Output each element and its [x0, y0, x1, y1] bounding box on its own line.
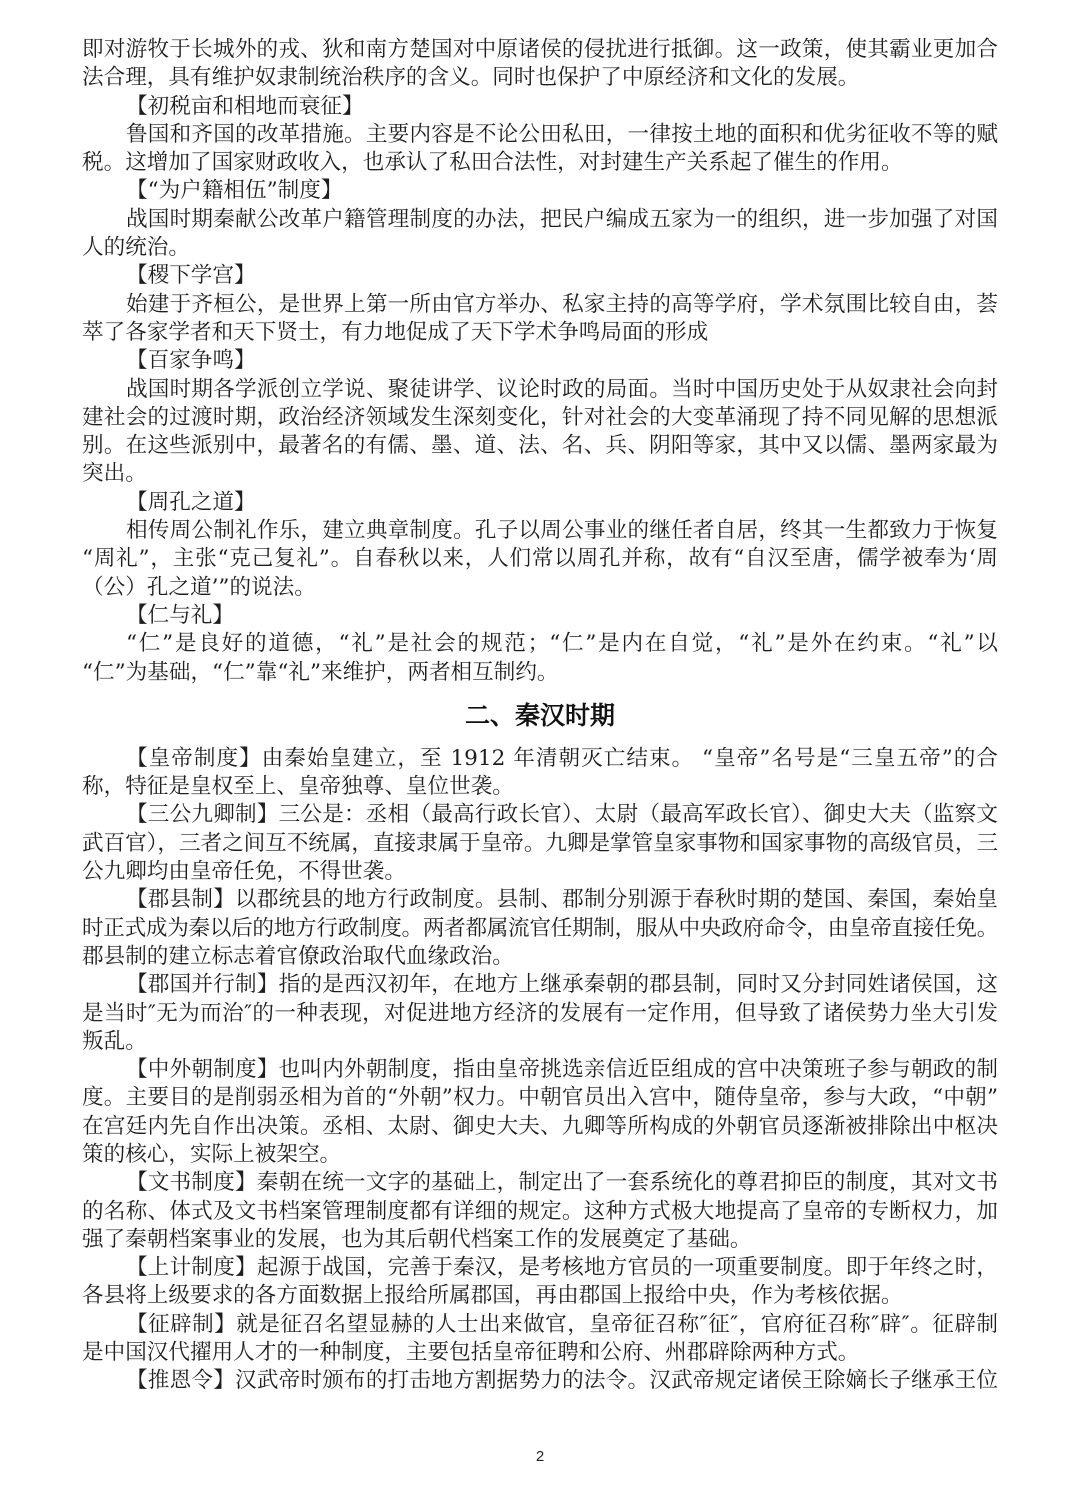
text-line: 建社会的过渡时期，政治经济领域发生深刻变化，针对社会的大变革涌现了持不同见解的思想派 [82, 404, 998, 430]
text-line: 【百家争鸣】 [126, 348, 256, 374]
page-number: 2 [535, 1448, 545, 1465]
paragraph [82, 206, 998, 263]
section-heading [82, 687, 998, 745]
text-line: 【仁与礼】 [126, 602, 234, 628]
text-line: “仁”是良好的道德，“礼”是社会的规范；“仁”是内在自觉，“礼”是外在约束。“礼”以 [126, 631, 998, 657]
paragraph [82, 1254, 998, 1311]
text-line: 策的核心，实际上被架空。 [82, 1141, 342, 1167]
document-body [82, 36, 998, 1396]
term-heading [82, 93, 998, 121]
term-heading [82, 262, 998, 290]
paragraph [82, 1367, 998, 1395]
term-heading [82, 347, 998, 375]
section-title: 二、秦汉时期 [464, 700, 615, 730]
paragraph [82, 630, 998, 687]
paragraph [82, 121, 998, 178]
text-line: “周礼”，主张“克己复礼”。自春秋以来，人们常以周孔并称，故有“自汉至唐，儒学被奉为‘周 [82, 546, 998, 572]
paragraph [82, 745, 998, 802]
text-line: 叛乱。 [82, 1028, 147, 1054]
text-line: 萃了各家学者和天下贤士，有力地促成了天下学术争鸣局面的形成 [82, 319, 709, 345]
text-line: 突出。 [82, 461, 147, 487]
text-line: “仁”为基础，“仁”靠“礼”来维护，两者相互制约。 [82, 659, 559, 685]
text-line: 是当时″无为而治″的一种表现，对促进地方经济的发展有一定作用，但导致了诸侯势力坐大引发 [82, 1000, 998, 1026]
text-line: 即对游牧于长城外的戎、狄和南方楚国对中原诸侯的侵扰进行抵御。这一政策，使其霸业更加合 [82, 37, 998, 62]
term-heading [82, 489, 998, 517]
paragraph [82, 1311, 998, 1368]
text-line: 税。这增加了国家财政收入，也承认了私田合法性，对封建生产关系起了催生的作用。 [82, 150, 903, 176]
paragraph [82, 886, 998, 971]
text-line: 【中外朝制度】也叫内外朝制度，指由皇帝挑选亲信近臣组成的宫中决策班子参与朝政的制 [126, 1057, 998, 1083]
paragraph [82, 36, 998, 93]
text-line: 各县将上级要求的各方面数据上报给所属郡国，再由郡国上报给中央，作为考核依据。 [82, 1283, 903, 1309]
text-line: 战国时期秦献公改革户籍管理制度的办法，把民户编成五家为一的组织，进一步加强了对国 [126, 206, 998, 232]
text-line: 【郡国并行制】指的是西汉初年，在地方上继承秦朝的郡县制，同时又分封同姓诸侯国，这 [126, 972, 998, 998]
text-line: 【三公九卿制】三公是：丞相（最高行政长官）、太尉（最高军政长官）、御史大夫（监察文 [126, 802, 998, 828]
text-line: 【初税亩和相地而衰征】 [126, 93, 364, 119]
text-line: 【上计制度】起源于战国，完善于秦汉，是考核地方官员的一项重要制度。即于年终之时， [126, 1255, 998, 1281]
text-line: 始建于齐桓公，是世界上第一所由官方举办、私家主持的高等学府，学术氛围比较自由，荟 [126, 291, 998, 317]
paragraph [82, 376, 998, 489]
paragraph [82, 1169, 998, 1254]
paragraph [82, 1056, 998, 1169]
text-line: 强了秦朝档案事业的发展，也为其后朝代档案工作的发展奠定了基础。 [82, 1226, 752, 1252]
text-line: 人的统治。 [82, 235, 190, 261]
text-line: 称，特征是皇权至上、皇帝独尊、皇位世袭。 [82, 774, 514, 800]
text-line: 郡县制的建立标志着官僚政治取代血缘政治。 [82, 943, 514, 969]
text-line: 法合理，具有维护奴隶制统治秩序的含义。同时也保护了中原经济和文化的发展。 [82, 65, 860, 91]
text-line: 【征辟制】就是征召名望显赫的人士出来做官，皇帝征召称″征″，官府征召称″辟″。征辟制 [126, 1311, 998, 1337]
text-line: 时正式成为秦以后的地方行政制度。两者都属流官任期制，服从中央政府命令，由皇帝直接任免。 [82, 915, 998, 941]
paragraph [82, 291, 998, 348]
text-line: 武百官），三者之间互不统属，直接隶属于皇帝。九卿是掌管皇家事物和国家事物的高级官员，三 [82, 830, 998, 856]
text-line: 相传周公制礼作乐，建立典章制度。孔子以周公事业的继任者自居，终其一生都致力于恢复 [126, 518, 998, 544]
term-heading [82, 602, 998, 630]
text-line: 【稷下学宫】 [126, 263, 256, 289]
text-line: 【推恩令】汉武帝时颁布的打击地方割据势力的法令。汉武帝规定诸侯王除嫡长子继承王位 [126, 1368, 998, 1394]
text-line: 【郡县制】以郡统县的地方行政制度。县制、郡制分别源于春秋时期的楚国、秦国，秦始皇 [126, 887, 998, 913]
text-line: 【文书制度】秦朝在统一文字的基础上，制定出了一套系统化的尊君抑臣的制度，其对文书 [126, 1170, 998, 1196]
text-line: 鲁国和齐国的改革措施。主要内容是不论公田私田，一律按土地的面积和优劣征收不等的赋 [126, 121, 998, 147]
text-line: 在宫廷内先自作出决策。丞相、太尉、御史大夫、九卿等所构成的外朝官员逐渐被排除出中枢决 [82, 1113, 998, 1139]
paragraph [82, 801, 998, 886]
text-line: 别。在这些派别中，最著名的有儒、墨、道、法、名、兵、阴阳等家，其中又以儒、墨两家最为 [82, 433, 998, 459]
text-line: （公）孔之道’”的说法。 [82, 574, 316, 600]
text-line: 是中国汉代擢用人才的一种制度，主要包括皇帝征聘和公府、州郡辟除两种方式。 [82, 1340, 860, 1366]
text-line: 公九卿均由皇帝任免，不得世袭。 [82, 859, 406, 885]
text-line: 的名称、体式及文书档案管理制度都有详细的规定。这种方式极大地提高了皇帝的专断权力，加 [82, 1198, 998, 1224]
paragraph [82, 971, 998, 1056]
term-heading [82, 177, 998, 205]
text-line: 度。主要目的是削弱丞相为首的“外朝”权力。中朝官员出入宫中，随侍皇帝，参与大政，“中朝” [82, 1085, 998, 1111]
paragraph [82, 517, 998, 602]
text-line: 【皇帝制度】由秦始皇建立，至 1912 年清朝灭亡结束。 “皇帝”名号是“三皇五帝”的合 [126, 745, 998, 771]
text-line: 【周孔之道】 [126, 489, 256, 515]
text-line: 战国时期各学派创立学说、聚徒讲学、议论时政的局面。当时中国历史处于从奴隶社会向封 [126, 376, 998, 402]
text-line: 【“为户籍相伍”制度】 [126, 178, 343, 204]
